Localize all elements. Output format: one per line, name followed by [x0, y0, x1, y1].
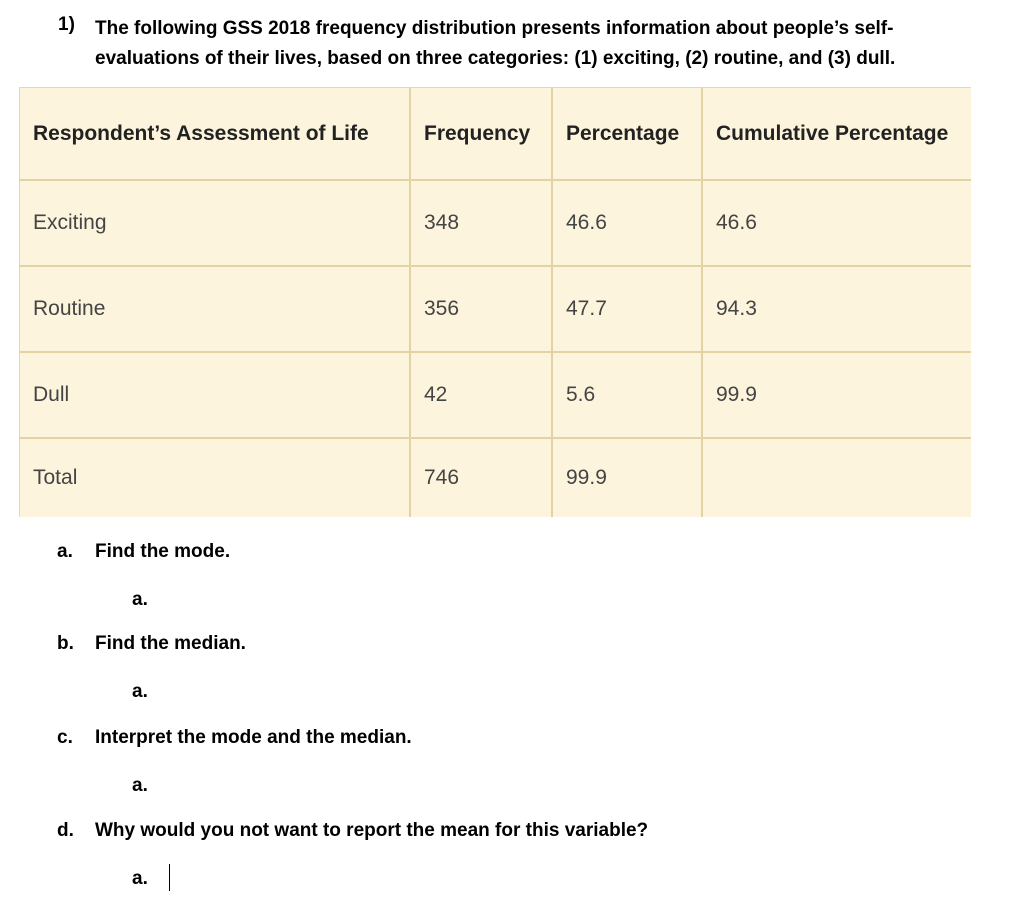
table-header-row [20, 88, 972, 181]
question-text-line-2: evaluations of their lives, based on three categories: (1) exciting, (2) routine, and (3) dull. [95, 48, 896, 69]
cell-cumulative: 46.6 [702, 180, 971, 266]
question-text-line-1: The following GSS 2018 frequency distribution presents information about people’s self- [95, 18, 894, 39]
table-row-total [20, 438, 972, 517]
cell-percentage: 46.6 [552, 180, 702, 266]
cell-cumulative: 99.9 [702, 352, 971, 438]
cell-category: Routine [20, 266, 411, 352]
text-cursor [169, 864, 170, 891]
question-number: 1) [58, 14, 75, 35]
subquestion-text: Interpret the mode and the median. [95, 727, 412, 748]
subquestion-letter: a. [57, 541, 73, 562]
subquestion-letter: b. [57, 633, 74, 654]
cell-frequency: 348 [410, 180, 552, 266]
answer-d[interactable]: a. [132, 868, 148, 889]
answer-b: a. [132, 681, 148, 702]
header-percentage: Percentage [552, 88, 702, 181]
header-cumulative-percentage: Cumulative Percentage [702, 88, 971, 181]
subquestion-text: Find the mode. [95, 541, 231, 562]
cell-percentage: 47.7 [552, 266, 702, 352]
cell-frequency: 42 [410, 352, 552, 438]
cell-frequency: 356 [410, 266, 552, 352]
header-frequency: Frequency [410, 88, 552, 181]
subquestion-letter: d. [57, 820, 74, 841]
frequency-table [19, 87, 971, 517]
cell-category: Total [20, 438, 411, 517]
table-row [20, 352, 972, 438]
header-assessment: Respondent’s Assessment of Life [20, 88, 411, 181]
cell-percentage: 5.6 [552, 352, 702, 438]
subquestion-text: Why would you not want to report the mean for this variable? [95, 820, 649, 841]
cell-percentage: 99.9 [552, 438, 702, 517]
question-text [95, 14, 995, 74]
subquestion-text: Find the median. [95, 633, 246, 654]
table-row [20, 266, 972, 352]
cell-category: Exciting [20, 180, 411, 266]
answer-a: a. [132, 589, 148, 610]
table-row [20, 180, 972, 266]
cell-cumulative: 94.3 [702, 266, 971, 352]
answer-c: a. [132, 775, 148, 796]
subquestion-letter: c. [57, 727, 73, 748]
cell-frequency: 746 [410, 438, 552, 517]
cell-cumulative [702, 438, 971, 517]
cell-category: Dull [20, 352, 411, 438]
